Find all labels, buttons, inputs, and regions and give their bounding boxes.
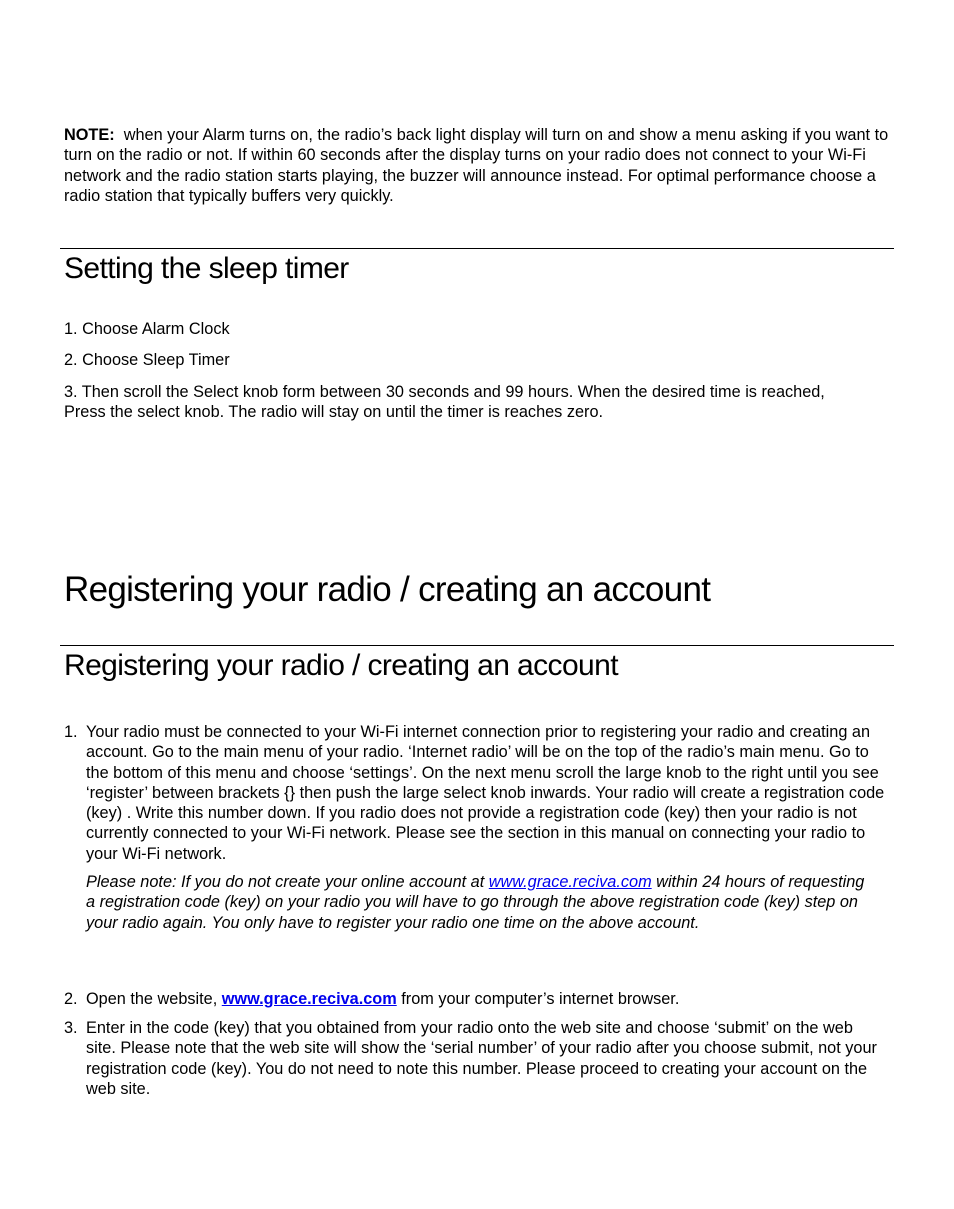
item2-after: from your computer’s internet browser. [396, 990, 680, 1008]
sleep-step-3: 3. Then scroll the Select knob form between 30 seconds and 99 hours. When the desired time is reached, Press the select knob. The radio will stay on until the timer is reaches zero. [64, 383, 825, 422]
item2-before: Open the website, [86, 990, 222, 1008]
section-divider [60, 248, 894, 249]
reciva-website-link[interactable]: www.grace.reciva.com [221, 990, 397, 1008]
list-item-2 [86, 989, 886, 1009]
list-item-1: Your radio must be connected to your Wi-Fi internet connection prior to registering your radio and creating an account. Go to the main menu of your radio. ‘Internet radio’ will be on the top of the radio’s main menu. Go to the bottom of this menu and choose ‘settings’. On the next menu scroll the large knob to the right until you see ‘register’ between brackets {} then push the large select knob inwards. Your radio will create a registration code (key) . Write this number down. If you radio does not provide a registration code (key) then your radio is not currently connected to your Wi-Fi network. Please see the section in this manual on connecting your radio to your Wi-Fi network. [86, 723, 885, 863]
registering-title: Registering your radio / creating an account [64, 570, 711, 609]
note-text: when your Alarm turns on, the radio’s back light display will turn on and show a menu asking if you want to turn on the radio or not. If within 60 seconds after the display turns on your radio does not connect to your Wi-Fi network and the radio station starts playing, the buzzer will announce instead. For optimal performance choose a radio station that typically buffers very quickly. [64, 126, 889, 205]
reciva-link[interactable]: www.grace.reciva.com [488, 873, 652, 891]
section-divider [60, 645, 894, 646]
list-number-1: 1. [64, 723, 78, 741]
note-paragraph [64, 125, 894, 206]
registering-heading: Registering your radio / creating an account [64, 649, 618, 682]
sleep-step-2: 2. Choose Sleep Timer [64, 351, 230, 369]
please-note-before: Please note: If you do not create your online account at [86, 873, 489, 891]
sleep-step-1: 1. Choose Alarm Clock [64, 320, 230, 338]
note-label: NOTE: [64, 126, 115, 144]
list-item-3: Enter in the code (key) that you obtained from your radio onto the web site and choose ‘submit’ on the web site. Please note that the web site will show the ‘serial number’ of your radio after you choose submit, not your registration code (key). You do not need to note this number. Please proceed to creating your account on the web site. [86, 1019, 877, 1098]
please-note-after: within 24 hours of requesting a registration code (key) on your radio you will have to go through the above registration code (key) step on your radio again. You only have to register your radio one time on the above account. [86, 873, 865, 932]
please-note-paragraph [86, 872, 876, 933]
sleep-timer-heading: Setting the sleep timer [64, 252, 349, 285]
list-number-2: 2. [64, 990, 78, 1008]
list-number-3: 3. [64, 1019, 78, 1037]
